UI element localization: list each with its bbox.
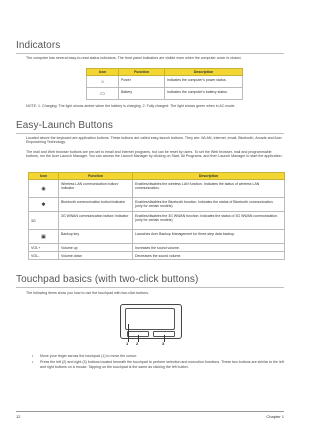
table-row: [29, 180, 285, 198]
description-cell: Enables/disables the 3G WWAN function. Indicates the status of 3G WWAN communication. (only for certain models): [133, 212, 285, 230]
header-function: Function: [59, 173, 133, 180]
table-row: [29, 252, 285, 260]
table-row: [29, 198, 285, 212]
easy-launch-para-2: The mail and Web browser buttons are pre-set to email and Internet programs, but can be reset by users. To set the Web browser, mail and programmable buttons, run the Acer Launch Manager. You can access the Launch Manager by clicking on Start, All Programs, and then Launch Manager to start the application.: [26, 150, 283, 159]
description-cell: Enables/disables the Bluetooth function. Indicates the status of Bluetooth communication. (only for certain models): [133, 198, 285, 212]
function-cell: Power: [119, 76, 165, 88]
callout-leader-1: [128, 324, 129, 342]
table-header-row: [29, 173, 285, 180]
callout-1: 1: [126, 341, 129, 346]
function-cell: Battery: [119, 88, 165, 100]
table-row: [87, 76, 243, 88]
touchpad-surface: [125, 308, 175, 330]
callout-3: 3: [162, 341, 165, 346]
heading-rule: [16, 287, 284, 288]
indicators-heading: Indicators: [16, 40, 61, 51]
power-icon: ☼: [87, 76, 119, 88]
3g-icon: 3G: [29, 212, 59, 230]
table-row: [87, 88, 243, 100]
indicators-table: [86, 68, 243, 100]
touchpad-heading: Touchpad basics (with two-click buttons): [16, 274, 199, 285]
easy-launch-heading: Easy-Launch Buttons: [16, 120, 113, 131]
table-header-row: [87, 69, 243, 76]
list-item: • Move your finger across the touchpad (1) to move the cursor.: [30, 354, 284, 358]
header-description: Description: [133, 173, 285, 180]
function-cell: Wireless LAN communication button/ indicator: [59, 180, 133, 198]
touchpad-diagram: [120, 304, 182, 346]
battery-icon: ▭: [87, 88, 119, 100]
description-cell: Launches Acer Backup Management for three-step data backup.: [133, 230, 285, 244]
volume-up-icon: VOL+: [29, 244, 59, 252]
function-cell: 3G WWAN communication button/ indicator: [59, 212, 133, 230]
header-description: Description: [165, 69, 243, 76]
backup-key-icon: ▣: [29, 230, 59, 244]
footer-rule: [16, 411, 284, 412]
easy-launch-table: [28, 172, 285, 260]
page-number: 12: [16, 414, 21, 419]
easy-launch-para-1: Located above the keyboard are application buttons. These buttons are called easy-launch buttons. They are: WLAN, Internet, email, Bluetooth, Arcade and Acer Empowering Technology.: [26, 136, 282, 145]
description-cell: Increases the sound volume.: [133, 244, 285, 252]
header-icon: Icon: [87, 69, 119, 76]
header-icon: Icon: [29, 173, 59, 180]
table-row: [29, 230, 285, 244]
function-cell: Backup key: [59, 230, 133, 244]
indicators-intro: The computer has several easy-to-read status indicators. The front panel indicators are visible even when the computer cover is closed.: [26, 56, 242, 60]
description-cell: Indicates the computer's power status.: [165, 76, 243, 88]
wireless-lan-icon: ◉: [29, 180, 59, 198]
header-function: Function: [119, 69, 165, 76]
function-cell: Volume up: [59, 244, 133, 252]
description-cell: Indicates the computer's battery status.: [165, 88, 243, 100]
callout-2: 2: [136, 341, 139, 346]
volume-down-icon: VOL-: [29, 252, 59, 260]
heading-rule: [16, 53, 284, 54]
touchpad-instructions: [30, 354, 284, 371]
chapter-label: Chapter 1: [266, 414, 284, 419]
function-cell: Bluetooth communication button/indicator: [59, 198, 133, 212]
heading-rule: [16, 133, 284, 134]
description-cell: Enables/disables the wireless LAN function. Indicates the status of wireless LAN communication.: [133, 180, 285, 198]
description-cell: Decreases the sound volume.: [133, 252, 285, 260]
table-row: [29, 212, 285, 230]
function-cell: Volume down: [59, 252, 133, 260]
list-item: • Press the left (2) and right (3) buttons located beneath the touchpad to perform selection and execution functions. These two buttons are similar to the left and right buttons on a mouse. Tapping on the touchpad is the same as clicking the left button.: [30, 360, 284, 369]
table-row: [29, 244, 285, 252]
bluetooth-icon: ✱: [29, 198, 59, 212]
touchpad-intro: The following items show you how to use the touchpad with two-click buttons.: [26, 291, 150, 295]
indicators-note: NOTE: 1. Charging: The light shows amber when the battery is charging. 2. Fully charged: The light shows green when in AC mode.: [26, 104, 236, 108]
